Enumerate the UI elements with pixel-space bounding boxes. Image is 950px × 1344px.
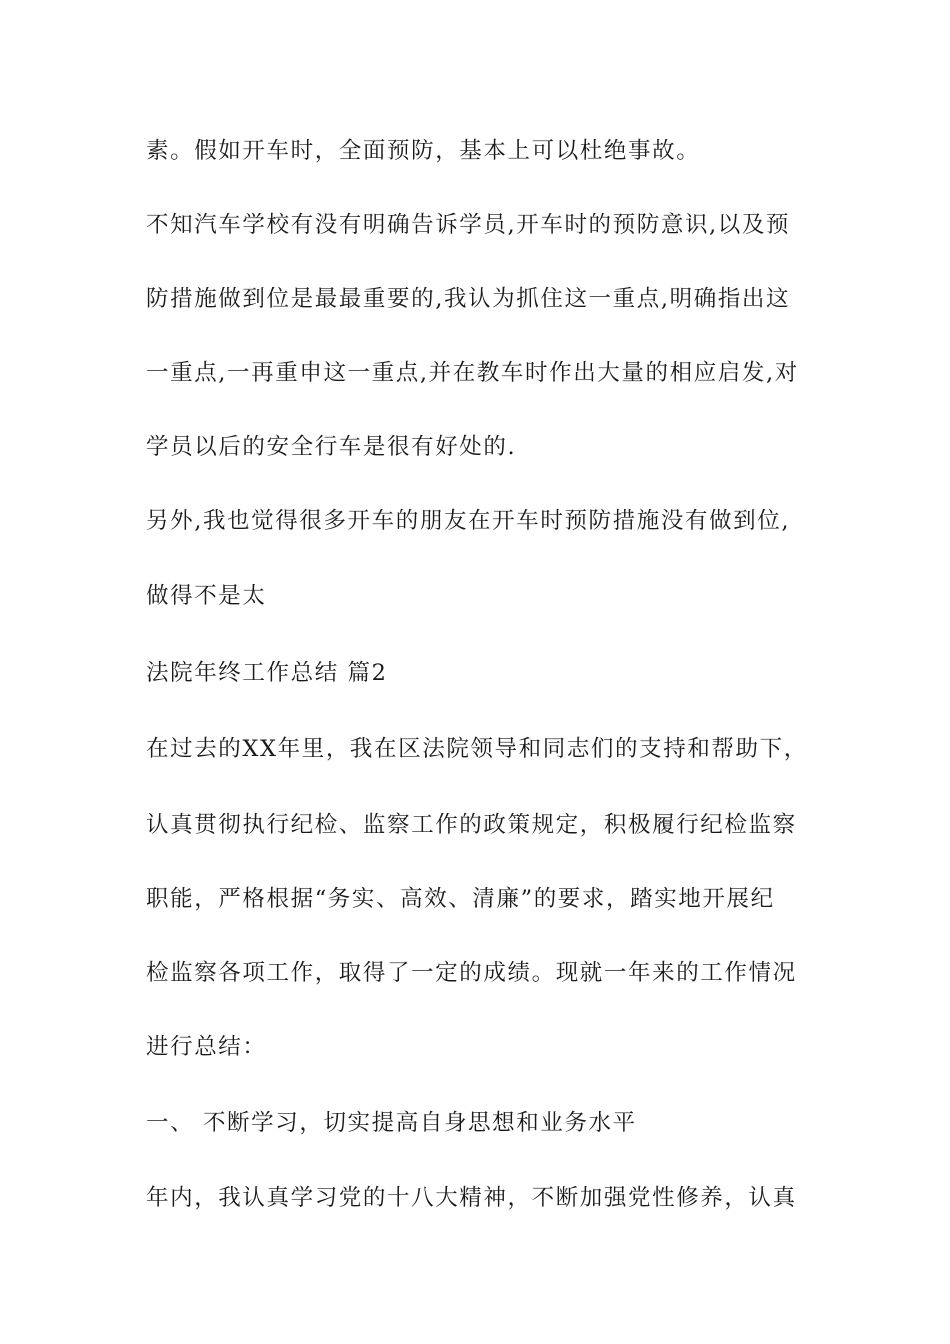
paragraph-line: 进行总结： bbox=[146, 1034, 267, 1060]
paragraph-line: 职能，严格根据“务实、高效、清廉”的要求，踏实地开展纪 bbox=[146, 886, 775, 912]
paragraph-line: 检监察各项工作，取得了一定的成绩。现就一年来的工作情况 bbox=[146, 960, 797, 986]
subsection-heading: 一、 不断学习，切实提高自身思想和业务水平 bbox=[146, 1110, 637, 1136]
paragraph-line: 另外,我也觉得很多开车的朋友在开车时预防措施没有做到位, bbox=[146, 508, 791, 534]
paragraph-line: 防措施做到位是最最重要的,我认为抓住这一重点,明确指出这 bbox=[146, 286, 791, 312]
paragraph-line: 做得不是太 bbox=[146, 583, 267, 609]
section-heading: 法院年终工作总结 篇2 bbox=[146, 660, 388, 686]
paragraph-line: 在过去的XX年里，我在区法院领导和同志们的支持和帮助下， bbox=[146, 736, 808, 762]
paragraph-line: 一重点,一再重申这一重点,并在教车时作出大量的相应启发,对 bbox=[146, 360, 799, 386]
paragraph-line: 不知汽车学校有没有明确告诉学员,开车时的预防意识,以及预 bbox=[146, 212, 791, 238]
paragraph-line: 学员以后的安全行车是很有好处的. bbox=[146, 434, 517, 460]
paragraph-line: 认真贯彻执行纪检、监察工作的政策规定，积极履行纪检监察 bbox=[146, 812, 797, 838]
paragraph-line: 年内，我认真学习党的十八大精神，不断加强党性修养，认真 bbox=[146, 1185, 797, 1211]
paragraph-line: 素。假如开车时，全面预防，基本上可以杜绝事故。 bbox=[146, 138, 701, 164]
